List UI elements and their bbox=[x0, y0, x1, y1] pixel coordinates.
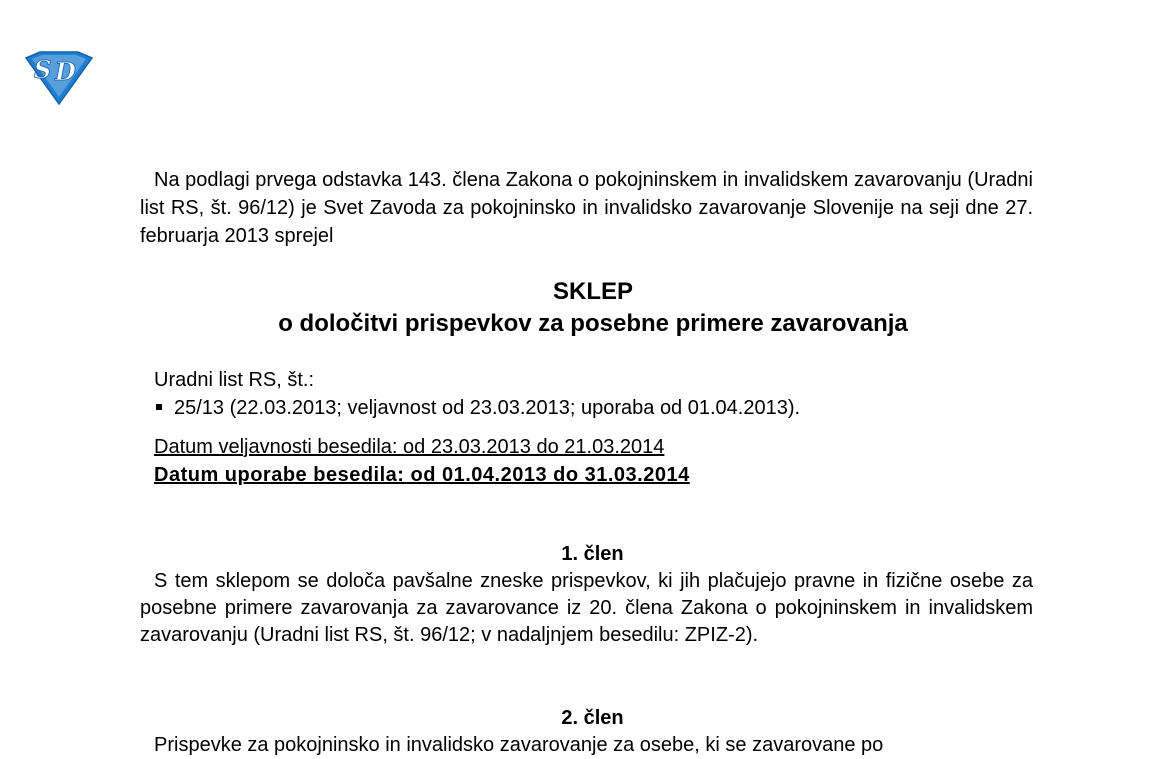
title-block bbox=[140, 276, 1046, 340]
date-block bbox=[154, 433, 690, 489]
article-1 bbox=[140, 541, 1033, 649]
document-title: SKLEP bbox=[552, 278, 633, 305]
intro-paragraph: Na podlagi prvega odstavka 143. člena Zakona o pokojninskem in invalidskem zavarovanju (Uradni list RS, št. 96/12) je Svet Zavoda za pokojninsko in invalidsko zavarovanje Slovenije na seji dne 27. februarja 2013 sprejel bbox=[140, 169, 1033, 247]
svg-text:S: S bbox=[34, 55, 52, 84]
use-date: Datum uporabe besedila: od 01.04.2013 do 31.03.2014 bbox=[154, 464, 690, 486]
article-heading: 2. člen bbox=[561, 707, 624, 729]
article-heading: 1. člen bbox=[561, 543, 624, 565]
document-subtitle: o določitvi prispevkov za posebne primere zavarovanja bbox=[278, 310, 908, 337]
gazette-item: 25/13 (22.03.2013; veljavnost od 23.03.2013; uporaba od 01.04.2013). bbox=[154, 394, 800, 422]
gazette-label: Uradni list RS, št.: bbox=[154, 369, 315, 391]
article-2 bbox=[140, 705, 1033, 759]
article-body: Prispevke za pokojninsko in invalidsko zavarovanje za osebe, ki se zavarovane po bbox=[154, 734, 884, 756]
article-body: S tem sklepom se določa pavšalne zneske prispevkov, ki jih plačujejo pravne in fizične osebe za posebne primere zavarovanja za zavarovance iz 20. člena Zakona o pokojninskem in invalidskem zavarovanju (Uradni list RS, št. 96/12; v nadaljnjem besedilu: ZPIZ-2). bbox=[140, 570, 1033, 646]
gazette-reference bbox=[154, 366, 800, 422]
gazette-list bbox=[154, 394, 800, 422]
svg-text:D: D bbox=[55, 57, 76, 86]
sd-logo-icon bbox=[22, 50, 96, 106]
validity-date: Datum veljavnosti besedila: od 23.03.2013 do 21.03.2014 bbox=[154, 436, 665, 458]
